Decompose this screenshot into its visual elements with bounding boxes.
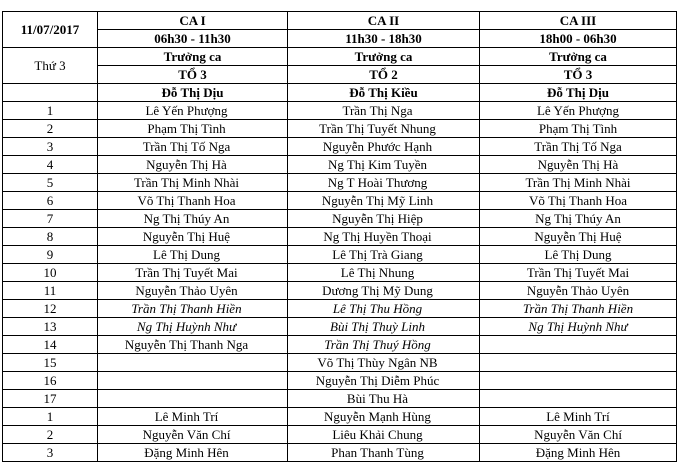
shift-2-staff-cell: Lê Thị Nhung <box>288 264 480 282</box>
shift-3-role: Trưởng ca <box>480 48 677 66</box>
shift-2-staff-cell: Nguyễn Thị Hiệp <box>288 210 480 228</box>
shift-1-staff-cell: Nguyễn Văn Chí <box>98 426 288 444</box>
header-row-roles <box>3 48 677 66</box>
table-row <box>3 192 677 210</box>
shift-2-time: 11h30 - 18h30 <box>288 30 480 48</box>
header-row-teams <box>3 66 677 84</box>
shift-2-staff-cell: Nguyễn Thị Mỹ Linh <box>288 192 480 210</box>
shift-1-staff-cell: Phạm Thị Tình <box>98 120 288 138</box>
row-number-cell: 9 <box>3 246 98 264</box>
shift-3-staff-cell: Nguyễn Thảo Uyên <box>480 282 677 300</box>
shift-1-staff-cell: Lê Yến Phượng <box>98 102 288 120</box>
row-number-cell: 2 <box>3 120 98 138</box>
shift-3-staff-cell: Lê Yến Phượng <box>480 102 677 120</box>
row-number-cell: 3 <box>3 444 98 462</box>
shift-3-staff-cell <box>480 372 677 390</box>
row-number-cell: 7 <box>3 210 98 228</box>
shift-1-staff-cell: Đặng Minh Hên <box>98 444 288 462</box>
shift-2-staff-cell: Bùi Thị Thuỳ Linh <box>288 318 480 336</box>
row-number-cell: 4 <box>3 156 98 174</box>
shift-1-staff-cell: Lê Thị Dung <box>98 246 288 264</box>
table-row <box>3 408 677 426</box>
table-row <box>3 372 677 390</box>
shift-3-staff-cell: Nguyễn Văn Chí <box>480 426 677 444</box>
shift-2-staff-cell: Võ Thị Thùy Ngân NB <box>288 354 480 372</box>
row-number-cell: 1 <box>3 408 98 426</box>
shift-roster-table <box>2 11 677 462</box>
row-number-cell: 2 <box>3 426 98 444</box>
table-row <box>3 246 677 264</box>
shift-2-staff-cell: Nguyễn Mạnh Hùng <box>288 408 480 426</box>
roster-body <box>3 102 677 462</box>
header-row-shift-names <box>3 12 677 30</box>
row-number-cell: 16 <box>3 372 98 390</box>
shift-1-name: CA I <box>98 12 288 30</box>
row-number-cell: 6 <box>3 192 98 210</box>
shift-3-staff-cell: Ng Thị Thúy An <box>480 210 677 228</box>
shift-1-staff-cell: Ng Thị Huỳnh Như <box>98 318 288 336</box>
shift-3-name: CA III <box>480 12 677 30</box>
shift-3-staff-cell: Võ Thị Thanh Hoa <box>480 192 677 210</box>
table-row <box>3 444 677 462</box>
shift-3-staff-cell: Trần Thị Tuyết Mai <box>480 264 677 282</box>
shift-2-staff-cell: Lê Thị Thu Hồng <box>288 300 480 318</box>
shift-3-time: 18h00 - 06h30 <box>480 30 677 48</box>
shift-2-staff-cell: Liêu Khải Chung <box>288 426 480 444</box>
shift-2-staff-cell: Lê Thị Trà Giang <box>288 246 480 264</box>
shift-2-staff-cell: Ng T Hoài Thương <box>288 174 480 192</box>
shift-1-staff-cell: Nguyễn Thị Thanh Nga <box>98 336 288 354</box>
shift-2-name: CA II <box>288 12 480 30</box>
shift-1-staff-cell: Ng Thị Thúy An <box>98 210 288 228</box>
table-row <box>3 138 677 156</box>
shift-2-staff-cell: Trần Thị Nga <box>288 102 480 120</box>
day-cell: Thứ 3 <box>3 48 98 84</box>
row-number-cell: 8 <box>3 228 98 246</box>
date-cell: 11/07/2017 <box>3 12 98 48</box>
table-row <box>3 210 677 228</box>
row-number-cell: 17 <box>3 390 98 408</box>
shift-2-staff-cell: Nguyễn Phước Hạnh <box>288 138 480 156</box>
shift-1-staff-cell <box>98 372 288 390</box>
shift-1-staff-cell: Trần Thị Tố Nga <box>98 138 288 156</box>
shift-3-team: TỔ 3 <box>480 66 677 84</box>
table-row <box>3 156 677 174</box>
table-row <box>3 390 677 408</box>
shift-1-staff-cell: Nguyễn Thảo Uyên <box>98 282 288 300</box>
shift-3-staff-cell: Phạm Thị Tình <box>480 120 677 138</box>
shift-3-leader: Đỗ Thị Dịu <box>480 84 677 102</box>
table-row <box>3 336 677 354</box>
shift-2-staff-cell: Ng Thị Kim Tuyền <box>288 156 480 174</box>
table-row <box>3 318 677 336</box>
shift-2-staff-cell: Ng Thị Huyền Thoại <box>288 228 480 246</box>
shift-1-role: Trưởng ca <box>98 48 288 66</box>
table-row <box>3 102 677 120</box>
shift-3-staff-cell: Trần Thị Tố Nga <box>480 138 677 156</box>
shift-3-staff-cell: Đặng Minh Hên <box>480 444 677 462</box>
shift-2-leader: Đỗ Thị Kiều <box>288 84 480 102</box>
header-row-leaders <box>3 84 677 102</box>
shift-1-leader: Đỗ Thị Dịu <box>98 84 288 102</box>
shift-3-staff-cell: Nguyễn Thị Hà <box>480 156 677 174</box>
shift-2-staff-cell: Phan Thanh Tùng <box>288 444 480 462</box>
row-number-cell: 13 <box>3 318 98 336</box>
shift-3-staff-cell: Lê Thị Dung <box>480 246 677 264</box>
shift-1-team: TỔ 3 <box>98 66 288 84</box>
shift-1-staff-cell: Lê Minh Trí <box>98 408 288 426</box>
row-number-cell: 11 <box>3 282 98 300</box>
row-number-cell: 12 <box>3 300 98 318</box>
shift-1-staff-cell: Trần Thị Thanh Hiền <box>98 300 288 318</box>
shift-3-staff-cell: Ng Thị Huỳnh Như <box>480 318 677 336</box>
shift-3-staff-cell: Lê Minh Trí <box>480 408 677 426</box>
shift-3-staff-cell: Trần Thị Thanh Hiền <box>480 300 677 318</box>
shift-1-time: 06h30 - 11h30 <box>98 30 288 48</box>
shift-2-staff-cell: Bùi Thu Hà <box>288 390 480 408</box>
shift-1-staff-cell: Trần Thị Minh Nhài <box>98 174 288 192</box>
row-number-cell: 1 <box>3 102 98 120</box>
shift-3-staff-cell <box>480 354 677 372</box>
table-row <box>3 300 677 318</box>
table-row <box>3 228 677 246</box>
shift-2-team: TỔ 2 <box>288 66 480 84</box>
shift-2-staff-cell: Nguyễn Thị Diễm Phúc <box>288 372 480 390</box>
shift-2-role: Trưởng ca <box>288 48 480 66</box>
shift-3-staff-cell <box>480 336 677 354</box>
row-number-cell: 10 <box>3 264 98 282</box>
shift-3-staff-cell <box>480 390 677 408</box>
leader-label-cell <box>3 84 98 102</box>
table-row <box>3 426 677 444</box>
row-number-cell: 14 <box>3 336 98 354</box>
table-row <box>3 282 677 300</box>
shift-2-staff-cell: Dương Thị Mỹ Dung <box>288 282 480 300</box>
shift-2-staff-cell: Trần Thị Thuý Hồng <box>288 336 480 354</box>
table-row <box>3 174 677 192</box>
row-number-cell: 3 <box>3 138 98 156</box>
shift-2-staff-cell: Trần Thị Tuyết Nhung <box>288 120 480 138</box>
shift-1-staff-cell <box>98 390 288 408</box>
shift-1-staff-cell: Võ Thị Thanh Hoa <box>98 192 288 210</box>
shift-3-staff-cell: Trần Thị Minh Nhài <box>480 174 677 192</box>
table-row <box>3 120 677 138</box>
table-row <box>3 264 677 282</box>
row-number-cell: 15 <box>3 354 98 372</box>
header-row-shift-times <box>3 30 677 48</box>
shift-1-staff-cell: Nguyễn Thị Huệ <box>98 228 288 246</box>
row-number-cell: 5 <box>3 174 98 192</box>
table-row <box>3 354 677 372</box>
shift-1-staff-cell <box>98 354 288 372</box>
shift-3-staff-cell: Nguyễn Thị Huệ <box>480 228 677 246</box>
shift-1-staff-cell: Trần Thị Tuyết Mai <box>98 264 288 282</box>
shift-1-staff-cell: Nguyễn Thị Hà <box>98 156 288 174</box>
